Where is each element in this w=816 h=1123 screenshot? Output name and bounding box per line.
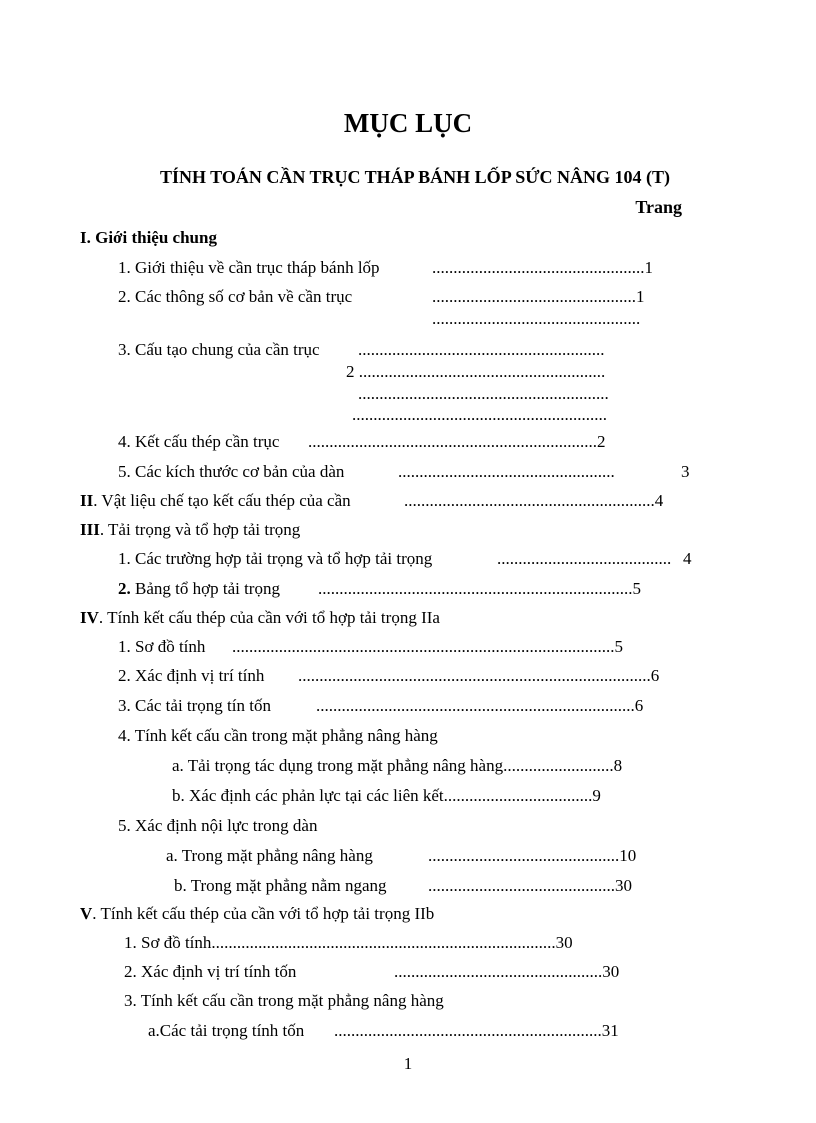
toc-page-number: 2 [346,362,355,381]
toc-entry [124,933,573,953]
toc-entry-label: 2. Các thông số cơ bản về cần trục [118,287,353,306]
toc-dots: ........................................................................... [316,696,635,715]
toc-leader [404,491,663,511]
toc-dots: ................................................. [394,962,603,981]
toc-page-number: 1 [636,287,645,306]
toc-entry-label: . Tải trọng và tổ hợp tải trọng [99,520,301,539]
toc-dots: ................................................ [432,287,636,306]
toc-entry-label: a. Trong mặt phẳng nâng hàng [166,846,373,865]
toc-entry [118,666,264,686]
toc-page-number: 8 [613,756,623,775]
toc-page-number: 5 [632,579,641,598]
toc-dots: .......................................................................................... [232,637,615,656]
toc-section-heading [80,608,440,628]
toc-entry-label: a. Tải trọng tác dụng trong mặt phẳng nâng hàng [172,756,504,775]
toc-entry-label: 2. Xác định vị trí tính [118,666,265,685]
page-column-header: Trang [635,197,682,217]
toc-leader [316,696,643,716]
toc-entry-label: 3. Tính kết cấu cần trong mặt phẳng nâng hàng [124,991,444,1010]
toc-leader [298,666,659,686]
toc-section-heading [80,491,351,511]
toc-dots-line: ........................................................... [358,384,609,403]
toc-entry [172,786,601,806]
toc-dots: ........................................................... [404,491,655,510]
toc-dots-line: ................................................... [398,462,615,481]
toc-page-number: 30 [602,962,620,981]
toc-dots-line: ................................................. [432,309,641,328]
toc-page-number: 4 [683,549,692,568]
toc-dots: .................................................................... [308,432,597,451]
toc-entry [174,876,387,896]
toc-leader [394,962,619,982]
toc-section-number: II [80,491,94,510]
toc-entry-label: b. Xác định các phản lực tại các liên kết [172,786,444,805]
toc-leader [428,876,632,896]
toc-leader [432,258,653,278]
toc-leader [334,1021,619,1041]
toc-entry [118,579,280,599]
toc-entry-label: 4. Kết cấu thép cần trục [118,432,280,451]
toc-entry-label: 1. Sơ đồ tính [124,933,212,952]
toc-entry [118,462,344,482]
toc-page-number: 5 [614,637,623,656]
toc-entry-label: 1. Sơ đồ tính [118,637,206,656]
toc-leader [346,362,605,382]
toc-entry [166,846,373,866]
page-number: 1 [403,1054,413,1073]
toc-entry-label: . Tính kết cấu thép của cần với tổ hợp tải trọng IIb [92,904,435,923]
toc-leader [232,637,623,657]
toc-section-heading [80,520,300,540]
toc-entry-label: Bảng tổ hợp tải trọng [130,579,280,598]
toc-page-number: 2 [597,432,606,451]
toc-entry [118,432,279,452]
toc-entry [124,962,296,982]
toc-dots: ................................... [443,786,593,805]
toc-leader [318,579,641,599]
toc-entry-label: b. Trong mặt phẳng nằm ngang [174,876,387,895]
toc-page-number: 10 [619,846,637,865]
toc-page-number: 30 [615,876,632,895]
toc-entry-label: 5. Các kích thước cơ bản của dàn [118,462,345,481]
toc-entry [118,340,320,360]
toc-entry [118,549,432,569]
toc-entry-label: 3. Cấu tạo chung của cần trục [118,340,320,359]
toc-entry-label: . Vật liệu chế tạo kết cấu thép của cần [93,491,351,510]
toc-entry-label: 2. Xác định vị trí tính tốn [124,962,297,981]
toc-leader [308,432,606,452]
page-title: MỤC LỤC [343,108,473,138]
toc-dots-line: ......................................... [497,549,672,568]
toc-dots: ................................................................................... [298,666,651,685]
toc-dots: ............................................ [428,876,615,895]
toc-page-number: 4 [654,491,664,510]
toc-dots: ............................................. [428,846,620,865]
document-subtitle: TÍNH TOÁN CẦN TRỤC THÁP BÁNH LỐP SỨC NÂNG 104 (T) [159,167,671,187]
toc-entry-label: . Tính kết cấu thép của cần với tổ hợp tải trọng IIa [98,608,440,627]
toc-dots: .......................................................... [358,362,606,381]
toc-entry [148,1021,304,1041]
toc-dots: .......................... [503,756,614,775]
toc-entry-label: 1. Các trường hợp tải trọng và tổ hợp tải trọng [118,549,433,568]
toc-entry [118,258,380,278]
toc-entry-label: 3. Các tải trọng tín tốn [118,696,271,715]
toc-page-number: 1 [644,258,653,277]
toc-dots: .......................................................................... [318,579,633,598]
toc-entry-label: 4. Tính kết cấu cần trong mặt phẳng nâng hàng [118,726,438,745]
toc-dots-line: ............................................................ [352,405,607,424]
toc-dots: .................................................. [432,258,645,277]
toc-section-heading [80,904,434,924]
toc-dots-line: .......................................................... [358,340,605,359]
toc-leader [428,846,636,866]
toc-entry-number: 2. [118,579,131,598]
toc-entry-label: 1. Giới thiệu về cần trục tháp bánh lốp [118,258,380,277]
toc-entry-label: a.Các tải trọng tính tốn [148,1021,305,1040]
toc-section-number: IV [80,608,99,627]
toc-section-heading: I. Giới thiệu chung [80,228,217,247]
toc-entry [124,991,444,1011]
toc-page-number: 9 [592,786,601,805]
toc-section-number: III [80,520,100,539]
toc-page-number: 30 [555,933,573,952]
toc-page-number: 6 [650,666,660,685]
toc-entry-label: 5. Xác định nội lực trong dàn [118,816,318,835]
toc-entry [118,637,205,657]
toc-entry [118,287,352,307]
toc-page-number: 6 [634,696,644,715]
toc-entry [118,696,271,716]
toc-entry [118,726,438,746]
toc-page-number: 3 [681,462,690,481]
toc-dots: ................................................................................. [211,933,556,952]
toc-dots: ............................................................... [334,1021,602,1040]
toc-section-number: V [80,904,93,923]
toc-page-number: 31 [601,1021,619,1040]
toc-entry [118,816,317,836]
toc-leader [432,287,645,307]
toc-entry [172,756,622,776]
